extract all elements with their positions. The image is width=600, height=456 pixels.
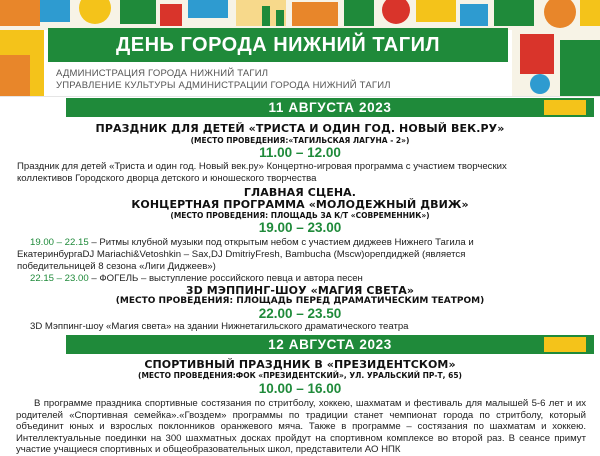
- program-time: 22.15 – 23.00: [30, 273, 89, 284]
- event-title: ПРАЗДНИК ДЛЯ ДЕТЕЙ «ТРИСТА И ОДИН ГОД. НОВЫЙ ВЕК.РУ»: [95, 122, 505, 135]
- date-bar-day2: [66, 335, 594, 354]
- program-text: – Ритмы клубной музыки под открытым небом с участием диджеев Нижнего Тагила и: [88, 237, 474, 248]
- program-line: победительницей 8 сезона «Лиги Диджеев»): [17, 261, 216, 272]
- program-text: – ФОГЕЛЬ – выступление российского певца и автора песен: [88, 273, 363, 284]
- event-title: ГЛАВНАЯ СЦЕНА.: [243, 186, 357, 199]
- event-time: 22.00 – 23.50: [258, 306, 342, 321]
- event-place: (МЕСТО ПРОВЕДЕНИЯ:«ТАГИЛЬСКАЯ ЛАГУНА - 2»): [190, 136, 410, 145]
- org-line-2: УПРАВЛЕНИЕ КУЛЬТУРЫ АДМИНИСТРАЦИИ ГОРОДА НИЖНИЙ ТАГИЛ: [56, 80, 391, 91]
- date-label: 11 АВГУСТА 2023: [268, 100, 392, 115]
- event-time: 10.00 – 16.00: [258, 381, 342, 396]
- event-description-line: коллективов Городского дворца детского и юношеского творчества: [17, 173, 317, 184]
- date-accent: [544, 100, 586, 115]
- page-title: ДЕНЬ ГОРОДА НИЖНИЙ ТАГИЛ: [48, 28, 508, 62]
- event-description-line: Праздник для детей «Триста и один год. Новый век.ру» Концертно-игровая программа с участием творческих: [17, 161, 507, 172]
- event-title: 3D МЭППИНГ-ШОУ «МАГИЯ СВЕТА»: [185, 284, 415, 297]
- event-time: 19.00 – 23.00: [258, 220, 342, 235]
- program-line: [30, 237, 474, 249]
- date-bar-day1: [66, 98, 594, 117]
- date-accent: [544, 337, 586, 352]
- event-place: (МЕСТО ПРОВЕДЕНИЯ: ПЛОЩАДЬ ЗА К/Т «СОВРЕМЕННИК»): [170, 211, 430, 220]
- event-time: 11.00 – 12.00: [259, 145, 341, 160]
- event-place: (МЕСТО ПРОВЕДЕНИЯ: ПЛОЩАДЬ ПЕРЕД ДРАМАТИЧЕСКИМ ТЕАТРОМ): [115, 296, 485, 306]
- program-line: ЕкатеринбургаDJ Mariachi&Vetoshkin – Sax,DJ DmitriyFresh, Bambucha (Mscw)орепдиджей (является: [17, 249, 466, 260]
- program-time: 19.00 – 22.15: [30, 237, 89, 248]
- event-description: В программе праздника спортивные состязания по стритболу, хоккею, шахматам и фестиваль для малышей 5-6 лет и их родителей «Спортивная семейка».«Гвоздем» программы по традиции станет чемпионат города по стритболу, который объединит юных и взрослых поклонников оранжевого мяча. Также в программе – состязания по шахматам и хоккею. Интеллектуальные поединки на 300 шахматных досках пройдут на спортивном комплексе во второй раз. В сеансе примут участие учащиеся спортивных и общеобразовательных школ, представители АО НПК: [16, 398, 586, 456]
- org-line-1: АДМИНИСТРАЦИЯ ГОРОДА НИЖНИЙ ТАГИЛ: [56, 68, 269, 79]
- header-banner: [0, 0, 600, 97]
- event-title: КОНЦЕРТНАЯ ПРОГРАММА «МОЛОДЕЖНЫЙ ДВИЖ»: [131, 198, 469, 211]
- date-label: 12 АВГУСТА 2023: [268, 337, 392, 352]
- event-place: (МЕСТО ПРОВЕДЕНИЯ:ФОК «ПРЕЗИДЕНТСКИЙ», УЛ. УРАЛЬСКИЙ ПР-Т, 65): [138, 371, 462, 380]
- event-title: СПОРТИВНЫЙ ПРАЗДНИК В «ПРЕЗИДЕНТСКОМ»: [144, 358, 456, 371]
- event-description-line: 3D Мэппинг-шоу «Магия света» на здании Нижнетагильского драматического театра: [30, 321, 409, 332]
- program-line: [30, 273, 363, 285]
